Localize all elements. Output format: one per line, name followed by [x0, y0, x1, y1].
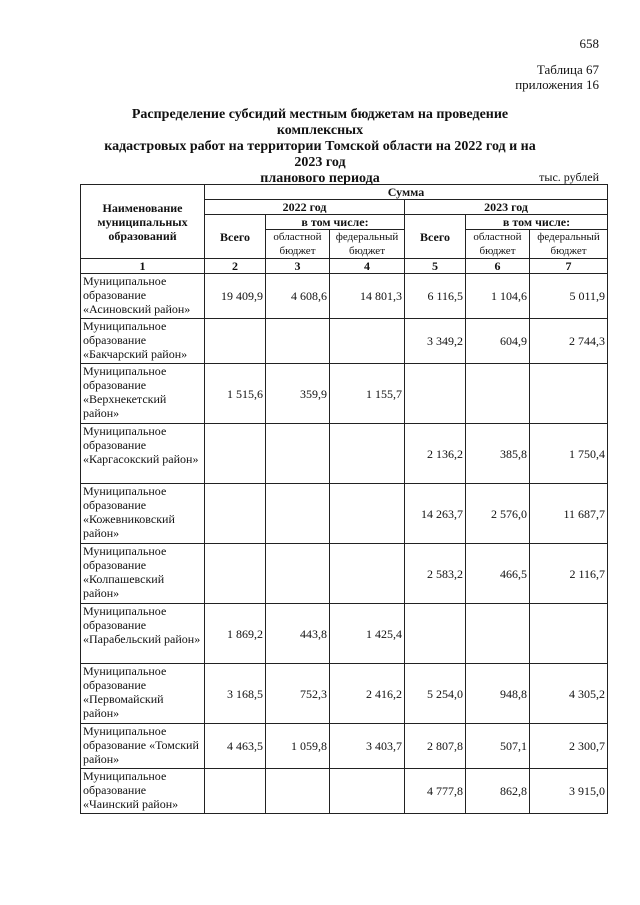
value-r2022: 1 059,8: [266, 724, 330, 769]
value-f2022: 3 403,7: [330, 724, 405, 769]
value-f2023: 2 300,7: [530, 724, 608, 769]
value-r2022: 752,3: [266, 664, 330, 724]
header-sum: Сумма: [205, 185, 608, 200]
municipality-name: Муниципальное образование «Асиновский район»: [81, 274, 205, 319]
header-year-2023: 2023 год: [405, 200, 608, 215]
value-r2022: [266, 424, 330, 484]
municipality-name: Муниципальное образование «Чаинский район»: [81, 769, 205, 814]
header-including-2023: в том числе:: [466, 215, 608, 230]
value-f2023: [530, 604, 608, 664]
title-line1: Распределение субсидий местным бюджетам на проведение комплексных: [131, 107, 509, 138]
value-r2022: 4 608,6: [266, 274, 330, 319]
municipality-name: Муниципальное образование «Каргасокский район»: [81, 424, 205, 484]
value-r2023: 1 104,6: [466, 274, 530, 319]
value-t2022: [205, 319, 266, 364]
header-federal-2022: федеральный бюджет: [330, 230, 405, 259]
value-r2022: 443,8: [266, 604, 330, 664]
column-number: 2: [205, 259, 266, 274]
page-number: 658: [579, 36, 599, 51]
table-row: [81, 484, 608, 544]
table-row: [81, 769, 608, 814]
value-t2023: 14 263,7: [405, 484, 466, 544]
value-f2022: 14 801,3: [330, 274, 405, 319]
table-row: [81, 274, 608, 319]
value-f2022: 1 425,4: [330, 604, 405, 664]
value-t2023: 6 116,5: [405, 274, 466, 319]
value-t2022: 1 515,6: [205, 364, 266, 424]
value-r2023: 507,1: [466, 724, 530, 769]
municipality-name: Муниципальное образование «Бакчарский район»: [81, 319, 205, 364]
header-regional-2023: областной бюджет: [466, 230, 530, 259]
value-t2022: [205, 769, 266, 814]
value-f2023: 3 915,0: [530, 769, 608, 814]
value-r2023: 948,8: [466, 664, 530, 724]
table-row: [81, 544, 608, 604]
value-t2023: [405, 364, 466, 424]
value-r2023: 604,9: [466, 319, 530, 364]
value-t2023: 2 807,8: [405, 724, 466, 769]
value-f2022: 1 155,7: [330, 364, 405, 424]
value-r2023: [466, 364, 530, 424]
value-t2022: 3 168,5: [205, 664, 266, 724]
table-row: [81, 424, 608, 484]
document-title: [90, 107, 550, 187]
value-t2022: 1 869,2: [205, 604, 266, 664]
subsidy-table: [80, 184, 608, 814]
header-including-2022: в том числе:: [266, 215, 405, 230]
table-row: [81, 364, 608, 424]
value-r2023: [466, 604, 530, 664]
value-r2023: 2 576,0: [466, 484, 530, 544]
value-f2022: [330, 319, 405, 364]
value-t2022: [205, 484, 266, 544]
column-number: 6: [466, 259, 530, 274]
value-t2023: 2 583,2: [405, 544, 466, 604]
header-total-2022: Всего: [205, 215, 266, 259]
value-r2023: 466,5: [466, 544, 530, 604]
value-f2022: [330, 544, 405, 604]
value-t2023: [405, 604, 466, 664]
value-r2022: [266, 484, 330, 544]
value-t2023: 3 349,2: [405, 319, 466, 364]
column-number: 5: [405, 259, 466, 274]
value-f2022: [330, 424, 405, 484]
municipality-name: Муниципальное образование «Колпашевский район»: [81, 544, 205, 604]
value-f2023: 5 011,9: [530, 274, 608, 319]
header-name-column: Наименование муниципальных образований: [81, 185, 205, 259]
value-f2023: 4 305,2: [530, 664, 608, 724]
municipality-name: Муниципальное образование «Кожевниковский район»: [81, 484, 205, 544]
value-t2022: 4 463,5: [205, 724, 266, 769]
table-ref-line2: приложения 16: [515, 77, 599, 92]
value-f2023: [530, 364, 608, 424]
municipality-name: Муниципальное образование «Томский район»: [81, 724, 205, 769]
value-r2022: [266, 544, 330, 604]
title-line3: планового периода: [260, 171, 380, 186]
value-t2022: 19 409,9: [205, 274, 266, 319]
municipality-name: Муниципальное образование «Первомайский район»: [81, 664, 205, 724]
value-r2023: 862,8: [466, 769, 530, 814]
value-f2022: [330, 769, 405, 814]
title-line2: кадастровых работ на территории Томской области на 2022 год и на 2023 год: [104, 139, 536, 170]
table-reference: [515, 62, 599, 92]
value-f2023: 2 116,7: [530, 544, 608, 604]
header-federal-2023: федеральный бюджет: [530, 230, 608, 259]
column-number: 3: [266, 259, 330, 274]
header-year-2022: 2022 год: [205, 200, 405, 215]
value-r2022: 359,9: [266, 364, 330, 424]
value-r2022: [266, 319, 330, 364]
value-t2023: 4 777,8: [405, 769, 466, 814]
table-row: [81, 664, 608, 724]
table-row: [81, 319, 608, 364]
column-number: 1: [81, 259, 205, 274]
header-regional-2022: областной бюджет: [266, 230, 330, 259]
value-r2023: 385,8: [466, 424, 530, 484]
table-row: [81, 604, 608, 664]
value-f2022: [330, 484, 405, 544]
column-number: 4: [330, 259, 405, 274]
municipality-name: Муниципальное образование «Парабельский район»: [81, 604, 205, 664]
municipality-name: Муниципальное образование «Верхнекетский район»: [81, 364, 205, 424]
table-row: [81, 724, 608, 769]
value-t2023: 5 254,0: [405, 664, 466, 724]
column-number: 7: [530, 259, 608, 274]
table-ref-line1: Таблица 67: [536, 62, 599, 77]
value-f2022: 2 416,2: [330, 664, 405, 724]
value-t2022: [205, 424, 266, 484]
header-total-2023: Всего: [405, 215, 466, 259]
value-r2022: [266, 769, 330, 814]
value-f2023: 11 687,7: [530, 484, 608, 544]
value-t2022: [205, 544, 266, 604]
value-t2023: 2 136,2: [405, 424, 466, 484]
units-label: тыс. рублей: [539, 170, 599, 184]
value-f2023: 1 750,4: [530, 424, 608, 484]
column-numbers-row: [81, 259, 608, 274]
value-f2023: 2 744,3: [530, 319, 608, 364]
